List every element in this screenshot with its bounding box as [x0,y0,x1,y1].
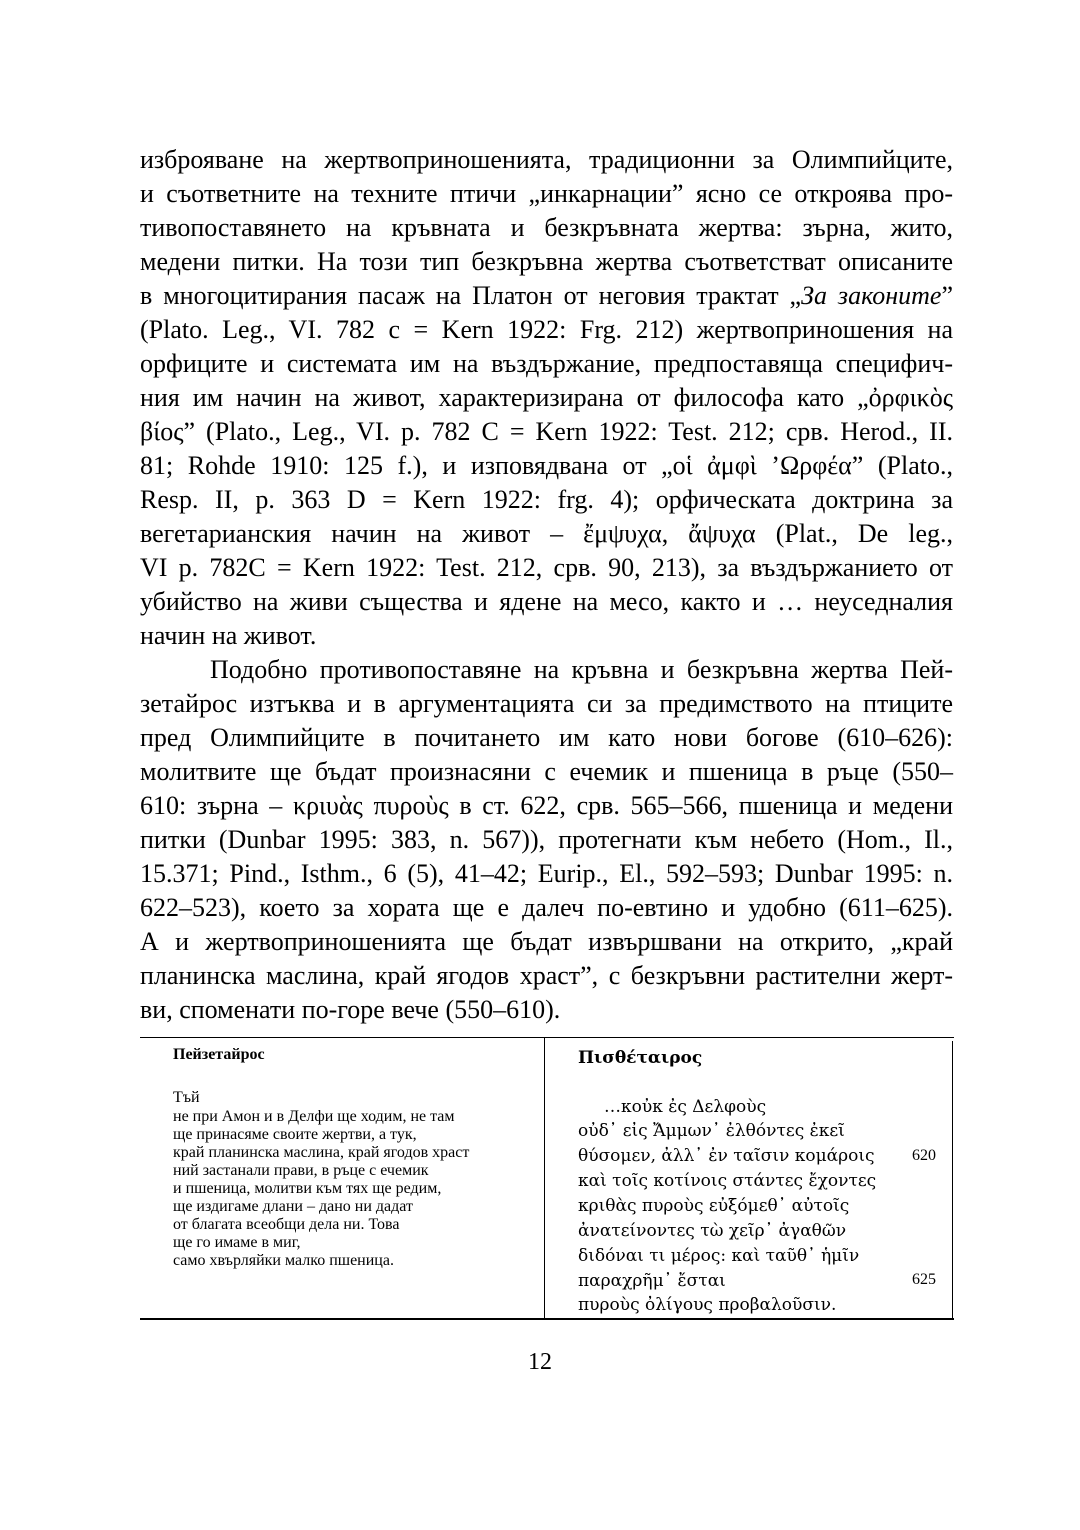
table-right-header: Πισθέταιρος [578,1048,703,1068]
body-line: VI p. 782C = Kern 1922: Test. 212, срв. 90, 213), за въздържанието от [140,553,953,582]
body-line: (Plato. Leg., VI. 782 c = Kern 1922: Frg. 212) жертвоприношения на [140,315,953,344]
body-line: планинска маслина, край ягодов храст”, с безкръвни растителни жерт- [140,961,953,990]
greek-verse-line: παραχρῆμ᾽ ἔσται [578,1271,726,1291]
body-line: тивопоставянето на кръвната и безкръвната жертва: зърна, жито, [140,213,953,242]
bulgarian-verse-line: Тъй [173,1089,200,1106]
bulgarian-verse-line: и пшеница, молитви към тях ще редим, [173,1180,442,1197]
table-top-rule [140,1037,954,1038]
table-bottom-rule [140,1318,954,1320]
bulgarian-verse-line: край планинска маслина, край ягодов храст [173,1144,470,1161]
body-line: начин на живот. [140,621,317,650]
greek-verse-line: καὶ τοῖς κοτίνοις στάντες ἔχοντες [578,1171,877,1191]
body-line: ния им начин на живот, характеризирана от философа като „ὀρφικὸς [140,383,953,412]
bulgarian-verse-line: от благата всеобщи дела ни. Това [173,1216,400,1233]
body-line: 15.371; Pind., Isthm., 6 (5), 41–42; Eurip., El., 592–593; Dunbar 1995: n. [140,859,953,888]
body-line: βίος” (Plato., Leg., VI. p. 782 C = Kern 1922: Test. 212; срв. Herod., II. [140,417,953,446]
bulgarian-verse-line: ще го имаме в миг, [173,1234,301,1251]
verse-line-number: 620 [912,1147,936,1164]
bulgarian-verse-line: ний застанали прави, в ръце с ечемик [173,1162,429,1179]
verse-line-number: 625 [912,1271,936,1288]
body-line: 622–523), което за хората ще е далеч по-евтино и удобно (611–625). [140,893,953,922]
body-line: зетайрос изтъква и в аргументацията си за предимството на птиците [140,689,953,718]
table-right-rule [952,1041,953,1319]
greek-verse-line: διδόναι τι μέρος: καὶ ταῦθ᾽ ἡμῖν [578,1246,860,1266]
greek-verse-line: …κοὐκ ἐς Δελφοὺς [604,1097,767,1117]
bulgarian-verse-line: само хвърляйки малко пшеница. [173,1252,394,1269]
bulgarian-verse-line: ще издигаме длани – дано ни дадат [173,1198,413,1215]
body-line: питки (Dunbar 1995: 383, n. 567)), протегнати към небето (Hom., Il., [140,825,953,854]
table-column-divider [544,1037,545,1320]
greek-verse-line: θύσομεν, ἀλλ᾽ ἐν ταῖσιν κομάροις [578,1146,875,1166]
body-line: изброяване на жертвоприношенията, традиционни за Олимпийците, [140,145,953,174]
body-line: убийство на живи същества и ядене на месо, както и … неуседналия [140,587,953,616]
body-line: ви, споменати по-горе вече (550–610). [140,995,561,1024]
italic-title: За законите [801,281,942,310]
greek-verse-line: κριθὰς πυροὺς εὐξόμεθ᾽ αὐτοῖς [578,1196,850,1216]
body-line: Resp. II, p. 363 D = Kern 1922: frg. 4); орфическата доктрина за [140,485,953,514]
quote-close: ” [941,281,954,310]
body-line: Подобно противопоставяне на кръвна и безкръвна жертва Пей- [210,655,953,684]
body-line: молитвите ще бъдат произнасяни с ечемик и пшеница в ръце (550– [140,757,953,786]
body-line: А и жертвоприношенията ще бъдат извършвани на открито, „край [140,927,953,956]
greek-verse-line: πυροὺς ὀλίγους προβαλοῦσιν. [578,1295,837,1315]
body-line: и съответните на техните птичи „инкарнации” ясно се откроява про- [140,179,953,208]
body-line: пред Олимпийците в почитането им като нови богове (610–626): [140,723,953,752]
body-line: орфиците и системата им на въздържание, предпоставяща специфич- [140,349,953,378]
greek-verse-line: οὐδ᾽ εἰς Ἄμμων᾽ ἐλθόντες ἐκεῖ [578,1121,845,1141]
table-left-header: Пейзетайрос [173,1046,265,1063]
body-line [140,279,953,313]
body-line: 81; Rohde 1910: 125 f.), и изповядвана от „οἱ ἀμφὶ ’Ωρφέα” (Plato., [140,451,953,480]
page-number: 12 [528,1349,552,1375]
body-line: 610: зърна – κριυὰς πυροὺς в ст. 622, срв. 565–566, пшеница и медени [140,791,953,820]
body-line: вегетарианския начин на живот – ἔμψυχα, ἄψυχα (Plat., De leg., [140,519,953,548]
body-line: медени питки. На този тип безкръвна жертва съответстват описаните [140,247,953,276]
body-line-text: в многоцитирания пасаж на Платон от неговия трактат „ [140,281,802,310]
bulgarian-verse-line: не при Амон и в Делфи ще ходим, не там [173,1108,455,1125]
bulgarian-verse-line: ще принасяме своите жертви, а тук, [173,1126,417,1143]
greek-verse-line: ἀνατείνοντες τὼ χεῖρ᾽ ἀγαθῶν [578,1221,847,1241]
